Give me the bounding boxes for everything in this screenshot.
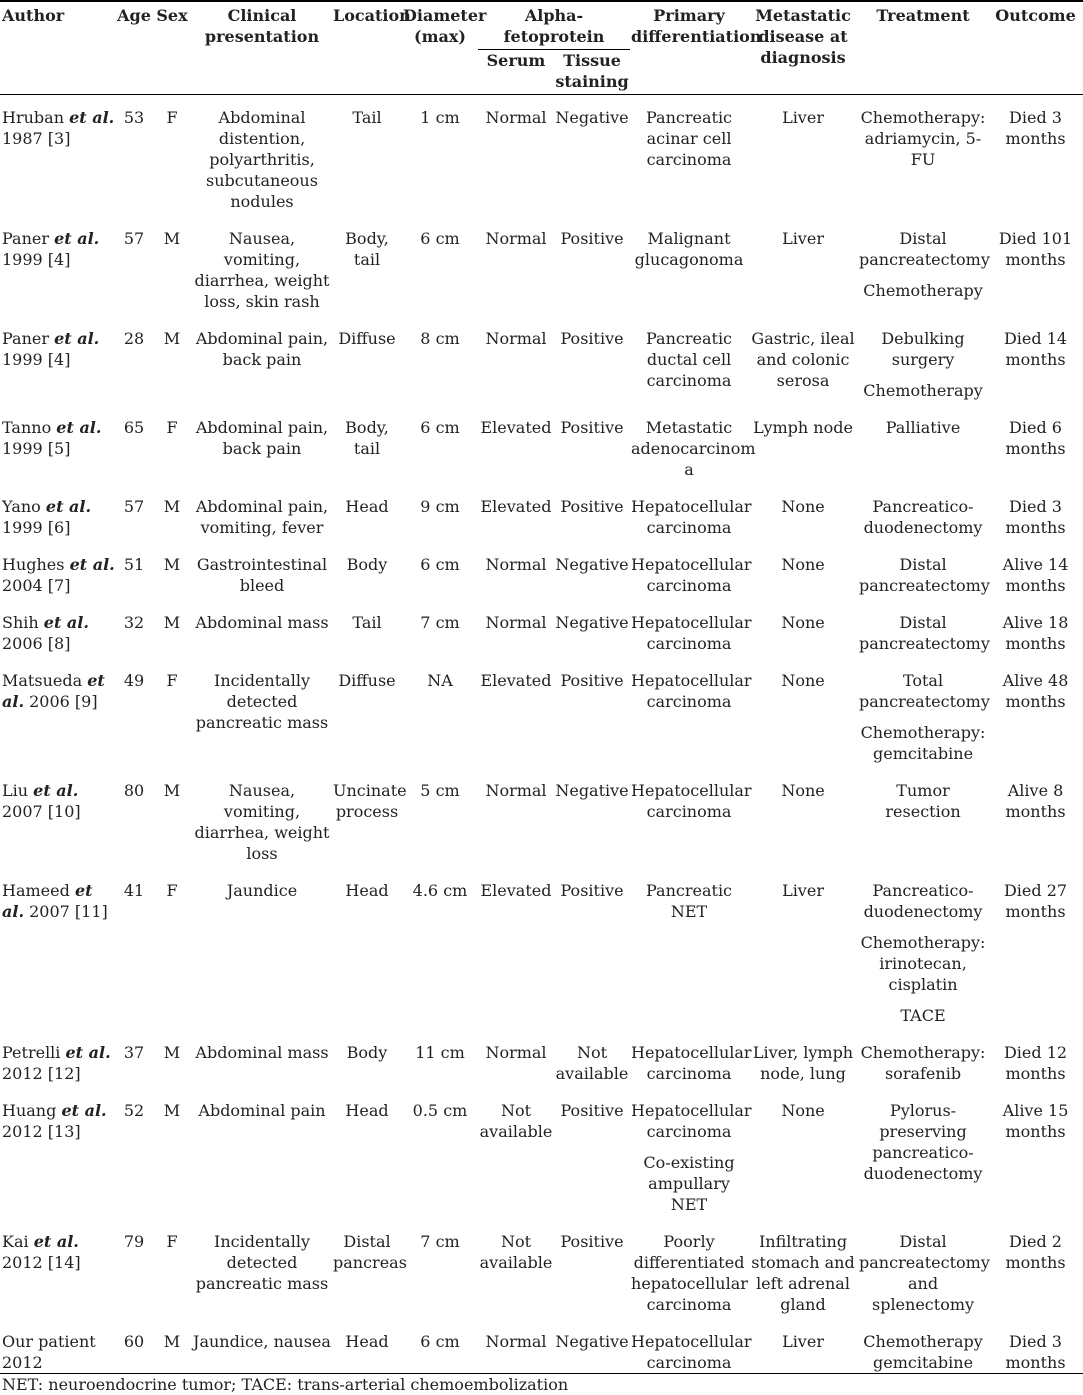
cell-tissue: Positive <box>560 1232 624 1251</box>
cell-metastatic: None <box>781 555 825 574</box>
cell-metastatic: Liver, lymph node, lung <box>752 1043 854 1083</box>
cell-treatment: Chemotherapy: adriamycin, 5-FU <box>860 108 986 169</box>
cell-location: Tail <box>352 613 382 632</box>
cell-diameter: 4.6 cm <box>412 881 468 900</box>
table-row <box>0 1032 1083 1090</box>
cell-primary: Pancreatic acinar cell carcinoma <box>646 108 733 169</box>
cell-metastatic: None <box>781 1101 825 1120</box>
cell-treatment: Distal pancreatectomy and splenectomy <box>859 1232 990 1314</box>
cell-sex: M <box>163 1101 181 1120</box>
cell-primary: Hepatocellular carcinoma <box>631 613 752 653</box>
cell-sex: F <box>166 671 178 690</box>
cell-metastatic: None <box>781 781 825 800</box>
cell-clinical: Nausea, vomiting, diarrhea, weight loss, skin rash <box>194 229 330 311</box>
cell-diameter: 6 cm <box>420 555 460 574</box>
cell-outcome: Died 6 months <box>1005 418 1066 458</box>
table-row <box>0 544 1083 602</box>
cell-clinical: Incidentally detected pancreatic mass <box>195 1232 329 1293</box>
table-row <box>0 770 1083 870</box>
cell-treatment: Total pancreatectomy Chemotherapy: gemcitabine <box>859 671 990 763</box>
cell-age: 32 <box>123 613 145 632</box>
cell-outcome: Alive 8 months <box>1005 781 1066 821</box>
cell-primary: Pancreatic NET <box>646 881 733 921</box>
cell-serum: Normal <box>485 329 547 348</box>
cell-author: Tanno et al. 1999 [5] <box>2 418 102 458</box>
table-row <box>0 218 1083 318</box>
cell-diameter: 9 cm <box>420 497 460 516</box>
cell-sex: M <box>152 1321 192 1374</box>
cell-clinical: Abdominal pain, back pain <box>195 329 329 369</box>
header-treatment: Treatment <box>858 1 988 95</box>
cell-author: Petrelli et al. 2012 [12] <box>2 1043 111 1083</box>
cell-age: 80 <box>123 781 145 800</box>
cell-serum: Not available <box>479 1232 553 1272</box>
cell-age: 79 <box>123 1232 145 1251</box>
cell-author: Paner et al. 1999 [4] <box>2 229 100 269</box>
cell-primary: Hepatocellular carcinoma Co-existing ampullary NET <box>631 1101 752 1214</box>
cell-treatment: Chemotherapy: sorafenib <box>860 1043 986 1083</box>
cell-tissue: Positive <box>560 671 624 690</box>
cell-treatment: Palliative <box>885 418 961 437</box>
cell-tissue: Negative <box>555 613 629 632</box>
cell-tissue: Positive <box>560 497 624 516</box>
cell-clinical: Gastrointestinal bleed <box>196 555 328 595</box>
cell-clinical: Abdominal pain, vomiting, fever <box>195 497 329 537</box>
cell-primary: Hepatocellular carcinoma <box>631 1043 752 1083</box>
cell-tissue: Negative <box>555 555 629 574</box>
cell-outcome: Died 3 months <box>1005 108 1066 148</box>
cell-diameter: NA <box>427 671 453 690</box>
cell-primary: Pancreatic ductal cell carcinoma <box>646 329 733 390</box>
cell-location: Head <box>332 1321 402 1374</box>
cell-serum: Normal <box>485 108 547 127</box>
cell-author: Shih et al. 2006 [8] <box>2 613 89 653</box>
cell-serum: Normal <box>478 1321 554 1374</box>
cell-metastatic: None <box>781 497 825 516</box>
table-row <box>0 1321 1083 1374</box>
cell-serum: Normal <box>485 613 547 632</box>
cell-sex: M <box>163 781 181 800</box>
cell-sex: M <box>163 329 181 348</box>
cell-sex: F <box>166 1232 178 1251</box>
cell-tissue: Positive <box>560 329 624 348</box>
cell-primary: Hepatocellular carcinoma <box>631 555 752 595</box>
cell-clinical: Abdominal distention, polyarthritis, subcutaneous nodules <box>206 108 318 211</box>
table-footnote: NET: neuroendocrine tumor; TACE: trans-arterial chemoembolization <box>2 1375 569 1394</box>
cell-serum: Elevated <box>480 497 552 516</box>
cell-age: 28 <box>123 329 145 348</box>
cell-sex: F <box>166 881 178 900</box>
cell-tissue: Negative <box>555 108 629 127</box>
cell-diameter: 6 cm <box>402 1321 478 1374</box>
cell-outcome: Died 3 months <box>988 1321 1083 1374</box>
cell-outcome: Died 14 months <box>1003 329 1068 369</box>
cell-metastatic: Lymph node <box>753 418 853 437</box>
cell-location: Body <box>346 555 388 574</box>
cell-treatment: Tumor resection <box>885 781 961 821</box>
cell-outcome: Alive 48 months <box>1002 671 1069 711</box>
cell-tissue: Positive <box>560 229 624 248</box>
cell-clinical: Incidentally detected pancreatic mass <box>195 671 329 732</box>
cell-tissue: Positive <box>560 418 624 437</box>
cell-metastatic: Liver <box>782 881 824 900</box>
cell-treatment: Debulking surgery Chemotherapy <box>863 329 983 400</box>
header-primary-differentiation: Primary differentiation <box>630 1 748 95</box>
cell-metastatic: Liver <box>782 229 824 248</box>
cell-primary: Hepatocellular carcinoma <box>630 1321 748 1374</box>
cell-diameter: 1 cm <box>420 108 460 127</box>
cell-treatment: Distal pancreatectomy <box>859 613 990 653</box>
cell-author: Our patient 2012 <box>0 1321 116 1374</box>
cell-treatment: Pylorus-preserving pancreatico-duodenectomy <box>863 1101 983 1183</box>
table-body <box>0 95 1083 1374</box>
table-row <box>0 602 1083 660</box>
cell-location: Uncinate process <box>333 781 407 821</box>
cell-clinical: Abdominal pain, back pain <box>195 418 329 458</box>
cell-outcome: Died 2 months <box>1005 1232 1066 1272</box>
cell-primary: Malignant glucagonoma <box>634 229 744 269</box>
cell-age: 57 <box>123 229 145 248</box>
cell-sex: M <box>163 497 181 516</box>
cell-age: 53 <box>123 108 145 127</box>
cell-author: Paner et al. 1999 [4] <box>2 329 100 369</box>
cell-metastatic: Gastric, ileal and colonic serosa <box>751 329 855 390</box>
cell-sex: M <box>163 1043 181 1062</box>
cell-diameter: 8 cm <box>420 329 460 348</box>
cell-primary: Hepatocellular carcinoma <box>631 781 752 821</box>
cell-sex: M <box>163 613 181 632</box>
cell-clinical: Abdominal mass <box>195 613 329 632</box>
cell-diameter: 6 cm <box>420 418 460 437</box>
cell-serum: Not available <box>479 1101 553 1141</box>
cell-outcome: Died 101 months <box>998 229 1073 269</box>
cell-location: Diffuse <box>338 329 396 348</box>
cell-metastatic: None <box>781 613 825 632</box>
cell-tissue: Positive <box>560 881 624 900</box>
cell-age: 65 <box>123 418 145 437</box>
cell-outcome: Alive 15 months <box>1002 1101 1069 1141</box>
cell-primary: Poorly differentiated hepatocellular carcinoma <box>631 1232 748 1314</box>
cell-tissue: Not available <box>555 1043 629 1083</box>
cell-location: Head <box>345 1101 389 1120</box>
cell-treatment: Distal pancreatectomy Chemotherapy <box>859 229 990 300</box>
table-row <box>0 870 1083 1032</box>
header-clinical-presentation: Clinical presentation <box>192 1 332 95</box>
cell-location: Diffuse <box>338 671 396 690</box>
table-row <box>0 318 1083 407</box>
header-author: Author <box>0 1 116 95</box>
cell-serum: Normal <box>485 781 547 800</box>
cell-clinical: Nausea, vomiting, diarrhea, weight loss <box>194 781 330 863</box>
cell-treatment: Chemotherapy gemcitabine <box>858 1321 988 1374</box>
header-age: Age <box>116 1 152 95</box>
cell-author: Matsueda et al. 2006 [9] <box>2 671 105 711</box>
cell-diameter: 11 cm <box>415 1043 465 1062</box>
header-location: Location <box>332 1 402 95</box>
cell-outcome: Died 3 months <box>1005 497 1066 537</box>
cell-author: Huang et al. 2012 [13] <box>2 1101 107 1141</box>
cell-diameter: 7 cm <box>420 613 460 632</box>
cell-outcome: Alive 14 months <box>1002 555 1069 595</box>
table-row <box>0 95 1083 219</box>
cell-sex: M <box>163 555 181 574</box>
cell-serum: Normal <box>485 1043 547 1062</box>
cell-outcome: Alive 18 months <box>1002 613 1069 653</box>
cell-sex: F <box>166 108 178 127</box>
cell-age: 41 <box>123 881 145 900</box>
cell-location: Head <box>345 881 389 900</box>
cell-outcome: Died 27 months <box>1003 881 1068 921</box>
header-sex: Sex <box>152 1 192 95</box>
cell-age: 51 <box>123 555 145 574</box>
cell-diameter: 7 cm <box>420 1232 460 1251</box>
cell-author: Hughes et al. 2004 [7] <box>2 555 115 595</box>
table-row <box>0 660 1083 770</box>
cell-age: 37 <box>123 1043 145 1062</box>
cell-author: Hruban et al. 1987 [3] <box>2 108 115 148</box>
cell-location: Body <box>346 1043 388 1062</box>
cell-location: Body, tail <box>345 229 389 269</box>
header-diameter: Diameter (max) <box>402 1 478 95</box>
cell-age: 52 <box>123 1101 145 1120</box>
cell-primary: Metastatic adenocarcinom a <box>631 418 756 479</box>
cell-primary: Hepatocellular carcinoma <box>631 671 752 711</box>
cell-metastatic: None <box>781 671 825 690</box>
cell-tissue: Negative <box>555 781 629 800</box>
table-row <box>0 407 1083 486</box>
cell-clinical: Jaundice <box>226 881 298 900</box>
cell-serum: Normal <box>485 229 547 248</box>
cell-treatment: Pancreatico-duodenectomy Chemotherapy: irinotecan, cisplatin TACE <box>860 881 986 1025</box>
cell-diameter: 0.5 cm <box>412 1101 468 1120</box>
cell-age: 60 <box>116 1321 152 1374</box>
cell-sex: M <box>163 229 181 248</box>
cell-author: Hameed et al. 2007 [11] <box>2 881 108 921</box>
header-outcome: Outcome <box>988 1 1083 95</box>
cell-outcome: Died 12 months <box>1003 1043 1068 1083</box>
cell-metastatic: Liver <box>782 108 824 127</box>
cell-clinical: Abdominal pain <box>198 1101 326 1120</box>
cell-serum: Elevated <box>480 418 552 437</box>
cell-diameter: 6 cm <box>420 229 460 248</box>
cell-diameter: 5 cm <box>420 781 460 800</box>
cell-author: Yano et al. 1999 [6] <box>2 497 92 537</box>
cell-serum: Elevated <box>480 671 552 690</box>
cell-location: Distal pancreas <box>333 1232 407 1272</box>
cell-treatment: Distal pancreatectomy <box>859 555 990 595</box>
cell-age: 57 <box>123 497 145 516</box>
header-serum: Serum <box>478 50 554 95</box>
cell-location: Tail <box>352 108 382 127</box>
table-row <box>0 486 1083 544</box>
cell-metastatic: Liver <box>748 1321 858 1374</box>
cell-tissue: Negative <box>554 1321 630 1374</box>
cell-metastatic: Infiltrating stomach and left adrenal gland <box>751 1232 855 1314</box>
cell-sex: F <box>166 418 178 437</box>
cell-tissue: Positive <box>560 1101 624 1120</box>
header-metastatic-disease: Metastatic disease at diagnosis <box>748 1 858 95</box>
cell-clinical: Jaundice, nausea <box>192 1321 332 1374</box>
cell-treatment: Pancreatico-duodenectomy <box>863 497 983 537</box>
cell-age: 49 <box>123 671 145 690</box>
cell-author: Liu et al. 2007 [10] <box>2 781 81 821</box>
cell-clinical: Abdominal mass <box>195 1043 329 1062</box>
cell-serum: Normal <box>485 555 547 574</box>
cell-location: Head <box>345 497 389 516</box>
cell-location: Body, tail <box>345 418 389 458</box>
cell-author: Kai et al. 2012 [14] <box>2 1232 81 1272</box>
header-tissue-staining: Tissue staining <box>554 50 630 95</box>
table-row <box>0 1090 1083 1221</box>
table-row <box>0 1221 1083 1321</box>
cell-primary: Hepatocellular carcinoma <box>631 497 752 537</box>
header-alpha-fetoprotein: Alpha-fetoprotein <box>478 1 630 50</box>
cell-serum: Elevated <box>480 881 552 900</box>
